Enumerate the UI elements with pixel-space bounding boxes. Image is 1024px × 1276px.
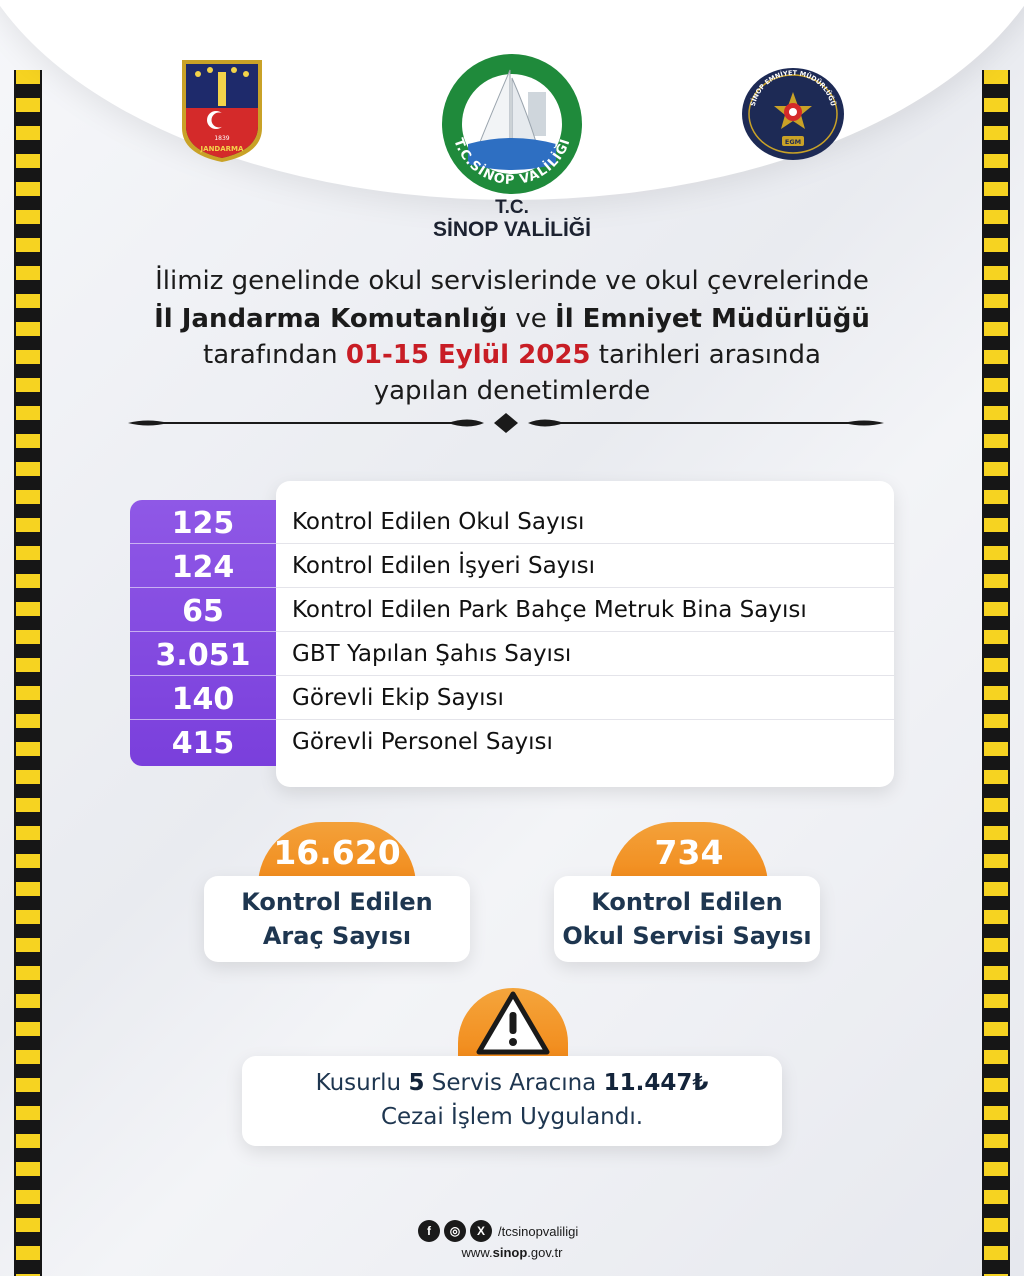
web-suffix: .gov.tr bbox=[527, 1245, 563, 1260]
row-label: Görevli Ekip Sayısı bbox=[292, 685, 504, 711]
x-icon[interactable]: X bbox=[470, 1220, 492, 1242]
row-value: 124 bbox=[171, 550, 235, 585]
row-value: 415 bbox=[171, 726, 235, 761]
fine-card bbox=[242, 1056, 782, 1146]
intro-line-4: yapılan denetimlerde bbox=[373, 376, 651, 406]
fine-text-b: Servis Aracına bbox=[424, 1070, 604, 1096]
row-label: Görevli Personel Sayısı bbox=[292, 729, 553, 755]
header-tc: T.C. bbox=[495, 197, 529, 218]
school-services-value: 734 bbox=[610, 822, 768, 886]
row-label: Kontrol Edilen İşyeri Sayısı bbox=[292, 553, 596, 579]
website-link[interactable] bbox=[0, 1245, 1024, 1260]
table-row bbox=[130, 500, 894, 544]
row-value: 125 bbox=[171, 506, 235, 541]
table-row bbox=[130, 676, 894, 720]
row-label: Kontrol Edilen Okul Sayısı bbox=[292, 509, 585, 535]
social-links bbox=[418, 1218, 578, 1244]
intro-by: tarafından bbox=[203, 340, 346, 370]
row-value: 140 bbox=[171, 682, 235, 717]
table-row bbox=[130, 544, 894, 588]
web-prefix: www. bbox=[461, 1245, 493, 1260]
table-row bbox=[130, 632, 894, 676]
vehicles-label-1: Kontrol Edilen bbox=[241, 888, 433, 916]
school-services-label-2: Okul Servisi Sayısı bbox=[562, 922, 812, 950]
egm-ring-text: SİNOP EMNİYET MÜDÜRLÜĞÜ bbox=[748, 68, 838, 107]
school-services-card bbox=[554, 876, 820, 962]
fine-line-2: Cezai İşlem Uygulandı. bbox=[380, 1104, 644, 1130]
hazard-stripe-left bbox=[14, 70, 42, 1276]
header-org: SİNOP VALİLİĞİ bbox=[433, 218, 591, 241]
instagram-icon[interactable]: ◎ bbox=[444, 1220, 466, 1242]
vali-ring-text: T.C.SİNOP VALİLİĞİ bbox=[450, 136, 574, 189]
ornament-divider bbox=[128, 410, 884, 436]
intro-line-2 bbox=[0, 304, 1024, 334]
warning-icon bbox=[475, 990, 551, 1056]
row-label: Kontrol Edilen Park Bahçe Metruk Bina Sayısı bbox=[292, 597, 807, 623]
fine-count: 5 bbox=[408, 1070, 425, 1096]
jandarma-logo bbox=[180, 58, 264, 164]
facebook-icon[interactable]: f bbox=[418, 1220, 440, 1242]
date-range: 01-15 Eylül 2025 bbox=[345, 340, 591, 370]
jandarma-year: 1839 bbox=[214, 135, 230, 142]
social-handle[interactable]: /tcsinopvaliligi bbox=[498, 1223, 579, 1239]
police-directorate: İl Emniyet Müdürlüğü bbox=[555, 304, 870, 334]
fine-line-1 bbox=[242, 1070, 782, 1096]
intro-conj: ve bbox=[507, 304, 556, 334]
intro-line-3 bbox=[0, 340, 1024, 370]
hazard-stripe-right bbox=[982, 70, 1010, 1276]
jandarma-text: JANDARMA bbox=[200, 145, 244, 153]
intro-line-1: İlimiz genelinde okul servislerinde ve okul çevrelerinde bbox=[155, 266, 869, 296]
vehicles-value: 16.620 bbox=[258, 822, 416, 886]
row-value: 3.051 bbox=[155, 638, 251, 673]
intro-between: tarihleri arasında bbox=[590, 340, 821, 370]
fine-amount: 11.447₺ bbox=[603, 1070, 709, 1096]
web-domain: sinop bbox=[492, 1245, 528, 1260]
school-services-label-1: Kontrol Edilen bbox=[591, 888, 783, 916]
table-row bbox=[130, 588, 894, 632]
fine-text-a: Kusurlu bbox=[315, 1070, 409, 1096]
table-row bbox=[130, 720, 894, 764]
egm-short: EGM bbox=[784, 138, 802, 146]
jandarma-command: İl Jandarma Komutanlığı bbox=[154, 304, 508, 334]
sinop-valiligi-logo bbox=[440, 52, 584, 196]
row-label: GBT Yapılan Şahıs Sayısı bbox=[292, 641, 572, 667]
egm-logo bbox=[740, 66, 846, 162]
vehicles-card bbox=[204, 876, 470, 962]
vehicles-label-2: Araç Sayısı bbox=[262, 922, 412, 950]
row-value: 65 bbox=[182, 594, 224, 629]
